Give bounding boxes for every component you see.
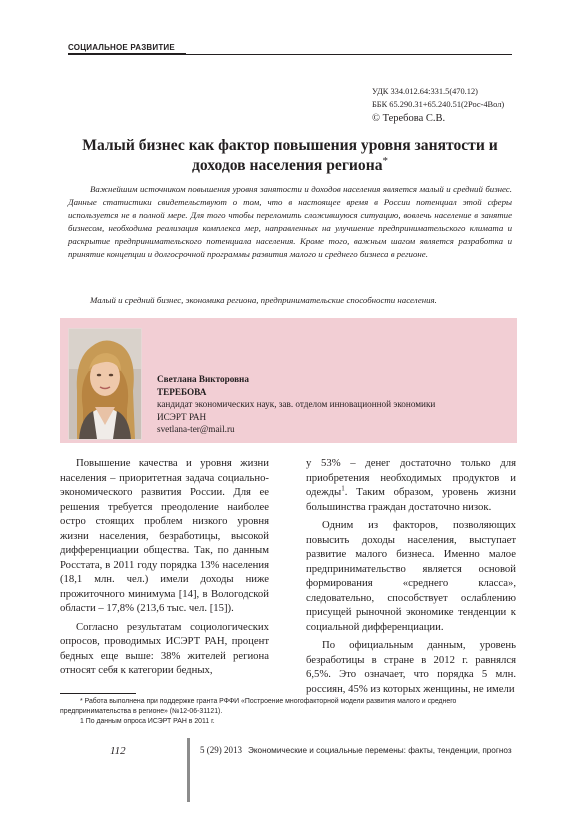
author-photo — [68, 328, 142, 440]
bbk-code: ББК 65.290.31+65.240.51(2Рос-4Вол) — [372, 99, 505, 109]
classification-block — [372, 86, 504, 125]
author-box — [60, 318, 517, 443]
paragraph: Согласно результатам социологических опросов, проводимых ИСЭРТ РАН, процент бедных еще выше: 38% жителей региона относят себя к категории бедных, — [60, 620, 269, 676]
section-label: СОЦИАЛЬНОЕ РАЗВИТИЕ — [68, 43, 175, 52]
page-number: 112 — [110, 745, 126, 757]
footnote-star: * Работа выполнена при поддержке гранта РФФИ «Построение многофакторной модели развития малого и среднего предпринимательства в регионе» (№12-06-31121). — [60, 698, 457, 715]
author-info — [157, 373, 435, 436]
author-email[interactable]: svetlana-ter@mail.ru — [157, 424, 235, 435]
footnote-ref: 1 — [341, 484, 345, 493]
keywords: Малый и средний бизнес, экономика региона, предпринимательские способности населения. — [90, 295, 437, 305]
body-column-left — [60, 456, 269, 678]
paragraph: По официальным данным, уровень безработицы в стране в 2012 г. равнялся 6,5%. Это означает, что порядка 5 млн. россиян, 45% из которых женщины, не имели — [306, 639, 516, 695]
udk-code: УДК 334.012.64:331.5(470.12) — [372, 87, 478, 96]
article-title — [68, 136, 512, 176]
paragraph-text-end: . Таким образом, уровень жизни большинства граждан достаточно низок. — [306, 486, 516, 513]
paragraph: Одним из факторов, позволяющих повысить доходы населения, выступает развитие малого бизнеса. Именно малое предпринимательство является основой формирования «среднего класса», следовательно, способствует ослаблению присущей рыночной экономике тенденции к социальной дифференциации. — [306, 519, 516, 633]
author-position: кандидат экономических наук, зав. отделом инновационной экономики — [157, 399, 436, 410]
paragraph-text: у 53% – денег достаточно только для приобретения необходимых продуктов и одежды — [306, 457, 516, 498]
abstract: Важнейшим источником повышения уровня занятости и доходов населения является малый и средний бизнес. Данные статистики свидетельствуют о том, что в настоящее время в России потенциал этой сферы используется не в полной мере. Для того чтобы переломить сложившуюся ситуацию, вовлечь население в занятие бизнесом, необходима реализация комплекса мер, направленных на улучшение предпринимательского климата и раскрытие предпринимательского потенциала населения. Кроме того, важным шагом является разработка и принятие концепции и долгосрочной программы развития малого и среднего бизнеса в регионе. — [68, 184, 512, 260]
issue-number: 5 (29) 2013 — [200, 745, 242, 755]
footer-divider — [187, 738, 190, 802]
body-column-right — [306, 456, 516, 696]
paragraph — [306, 456, 516, 514]
copyright: © Теребова С.В. — [372, 112, 446, 124]
journal-footer — [200, 745, 512, 755]
journal-name: Экономические и социальные перемены: факты, тенденции, прогноз — [248, 746, 512, 755]
author-organization: ИСЭРТ РАН — [157, 411, 207, 422]
footnotes — [60, 697, 520, 727]
footnote-rule — [60, 693, 136, 694]
header-rule-accent — [68, 53, 186, 55]
title-footnote-mark: * — [382, 154, 388, 167]
author-first-names: Светлана Викторовна — [157, 374, 249, 384]
footnote-1: 1 По данным опроса ИСЭРТ РАН в 2011 г. — [80, 718, 215, 725]
author-surname: ТЕРЕБОВА — [157, 386, 207, 397]
title-text: Малый бизнес как фактор повышения уровня занятости и доходов населения региона — [82, 137, 498, 174]
paragraph: Повышение качества и уровня жизни населения – приоритетная задача социально-экономического развития России. Для ее решения требуется преодоление наиболее остро стоящих проблем низкого уровня жизни населения, безработицы, высокой дифференциации общества. Так, по данным Росстата, в 2011 году порядка 13% населения (18,1 млн. чел.) имели доходы ниже прожиточного минимума [14], в Вологодской области – 17,8% (213,6 тыс. чел. [15]). — [60, 457, 269, 614]
